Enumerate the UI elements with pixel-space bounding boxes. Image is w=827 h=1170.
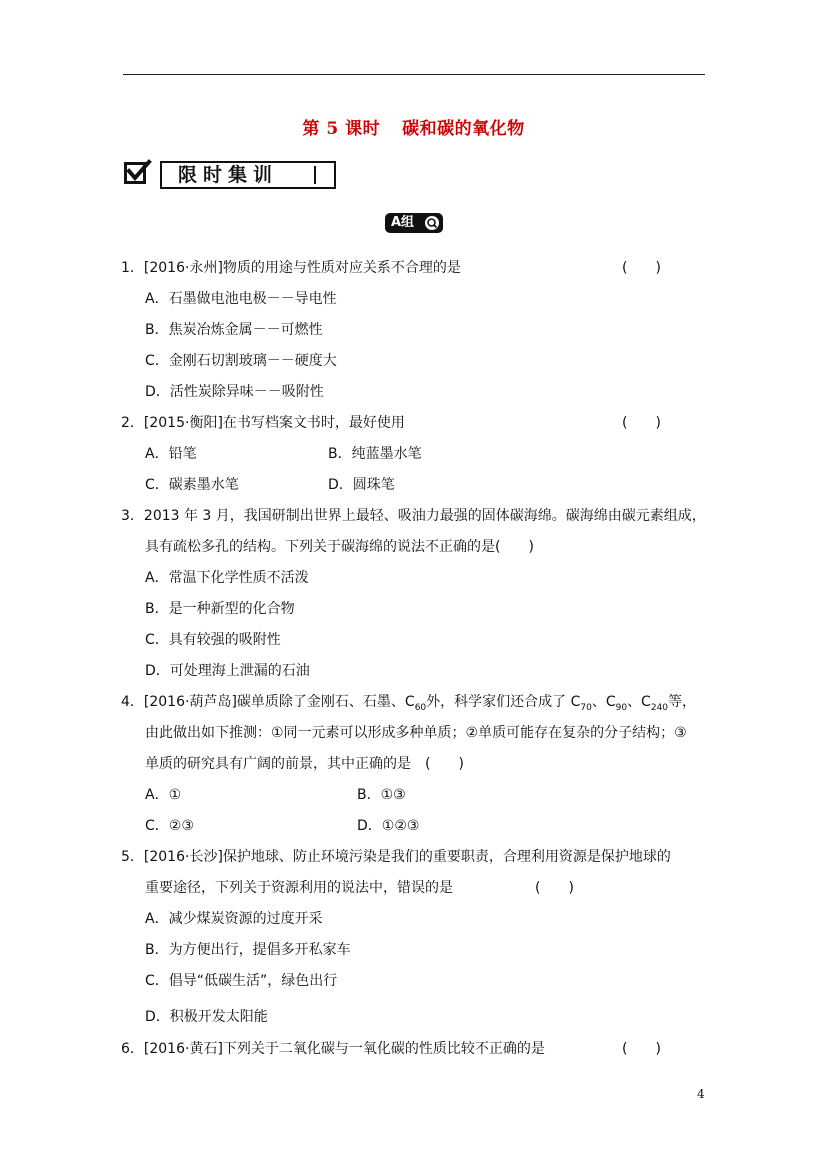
question-2-option-d: D．圆珠笔 <box>328 477 395 493</box>
question-5-stem-line-1: 5．[2016·长沙]保护地球、防止环境污染是我们的重要职责，合理利用资源是保护地球的 <box>121 849 671 865</box>
section-header <box>160 161 336 189</box>
question-4-option-c: C．②③ <box>145 818 194 834</box>
page-number: 4 <box>697 1087 705 1101</box>
question-4-option-d: D．①②③ <box>357 818 420 834</box>
question-1-option-c: C．金刚石切割玻璃－－硬度大 <box>145 353 337 369</box>
question-1-stem: 1．[2016·永州]物质的用途与性质对应关系不合理的是 <box>121 260 461 276</box>
question-1-answer-paren: ( ) <box>622 260 661 276</box>
question-2-option-b: B．纯蓝墨水笔 <box>328 446 422 462</box>
q4-sub-90: 90 <box>615 702 628 713</box>
q4-text-5: 等， <box>668 694 697 710</box>
question-3-option-d: D．可处理海上泄漏的石油 <box>145 663 310 679</box>
question-5-option-b: B．为方便出行，提倡多开私家车 <box>145 942 351 958</box>
question-4-stem-line-2: 由此做出如下推测：①同一元素可以形成多种单质；②单质可能存在复杂的分子结构；③ <box>145 725 687 741</box>
lesson-title <box>0 114 827 139</box>
q4-sub-240: 240 <box>650 702 669 713</box>
question-5-option-d: D．积极开发太阳能 <box>145 1009 268 1025</box>
question-3-option-b: B．是一种新型的化合物 <box>145 601 295 617</box>
question-1-option-a: A．石墨做电池电极－－导电性 <box>145 291 337 307</box>
question-5-option-a: A．减少煤炭资源的过度开采 <box>145 911 323 927</box>
question-2-stem: 2．[2015·衡阳]在书写档案文书时，最好使用 <box>121 415 405 431</box>
question-3-stem-line-2: 具有疏松多孔的结构。下列关于碳海绵的说法不正确的是( ) <box>145 539 534 555</box>
lesson-topic: 碳和碳的氧化物 <box>402 119 525 139</box>
question-3-option-a: A．常温下化学性质不活泼 <box>145 570 309 586</box>
header-rule <box>123 74 705 75</box>
checkmark-box-icon <box>124 162 146 184</box>
group-badge <box>385 213 443 233</box>
question-1-option-d: D．活性炭除异味－－吸附性 <box>145 384 324 400</box>
q4-text-4: 、C <box>627 694 651 710</box>
question-5-stem-line-2: 重要途径，下列关于资源利用的说法中，错误的是 <box>145 880 453 896</box>
question-6-answer-paren: ( ) <box>622 1041 661 1057</box>
section-title: 限时集训 <box>178 164 279 186</box>
question-6-stem: 6．[2016·黄石]下列关于二氧化碳与一氧化碳的性质比较不正确的是 <box>121 1041 545 1057</box>
q4-text-2: 外，科学家们还合成了 C <box>426 694 581 710</box>
question-4-option-b: B．①③ <box>357 787 406 803</box>
q4-sub-70: 70 <box>580 702 592 713</box>
question-5-option-c: C．倡导“低碳生活”，绿色出行 <box>145 973 338 989</box>
group-label: A组 <box>391 215 415 230</box>
question-3-stem-line-1: 3．2013 年 3 月，我国研制出世界上最轻、吸油力最强的固体碳海绵。碳海绵由碳元素组成， <box>121 508 706 524</box>
question-4-stem-line-1 <box>121 693 696 717</box>
q4-text-1: 4．[2016·葫芦岛]碳单质除了金刚石、石墨、C <box>121 694 415 710</box>
question-1-option-b: B．焦炭冶炼金属－－可燃性 <box>145 322 323 338</box>
lesson-label: 第 5 课时 <box>302 119 381 139</box>
question-2-option-c: C．碳素墨水笔 <box>145 477 239 493</box>
question-3-option-c: C．具有较强的吸附性 <box>145 632 281 648</box>
question-4-stem-line-3: 单质的研究具有广阔的前景，其中正确的是 ( ) <box>145 756 464 772</box>
question-4-option-a: A．① <box>145 787 182 803</box>
question-2-answer-paren: ( ) <box>622 415 661 431</box>
search-icon <box>425 216 439 230</box>
q4-sub-60: 60 <box>414 702 427 713</box>
question-5-answer-paren: ( ) <box>535 880 574 896</box>
q4-text-3: 、C <box>591 694 616 710</box>
question-2-option-a: A．铅笔 <box>145 446 197 462</box>
